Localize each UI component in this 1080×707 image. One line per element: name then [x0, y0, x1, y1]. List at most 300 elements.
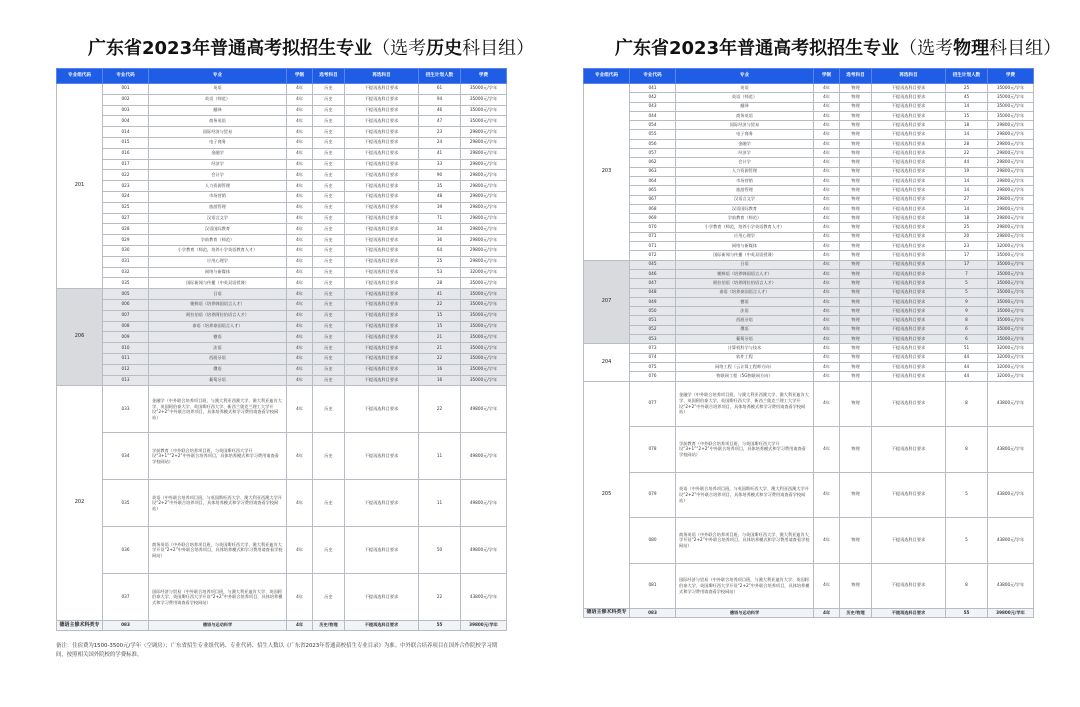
- major-code-cell: 069: [630, 214, 676, 223]
- table-row: [584, 609, 1034, 618]
- quota-cell: 8: [946, 381, 988, 427]
- elective-cell: 不提再选科目要求: [872, 130, 946, 139]
- major-name-cell: 电子商务: [676, 130, 814, 139]
- column-header: 招生计划人数: [946, 69, 988, 84]
- table-row: [584, 84, 1034, 93]
- quota-cell: 64: [419, 245, 461, 256]
- quota-cell: 15: [946, 111, 988, 120]
- tuition-cell: 35000元/学年: [461, 84, 507, 95]
- column-header: 专业组代码: [584, 69, 630, 84]
- subject-cell: 历史: [313, 353, 345, 364]
- quota-cell: 22: [419, 353, 461, 364]
- major-name-cell: 商务英语: [676, 111, 814, 120]
- quota-cell: 15: [419, 321, 461, 332]
- major-code-cell: 067: [630, 195, 676, 204]
- column-header: 再选科目: [872, 69, 946, 84]
- tuition-cell: 35000元/学年: [461, 332, 507, 343]
- quota-cell: 17: [946, 260, 988, 269]
- subject-cell: 物理: [840, 325, 872, 334]
- table-row: [584, 204, 1034, 213]
- left-footnote: 备注：住宿费为1500-3500元/学年（空调房）；广东省招生专业组代码、专业代码、招生人数以《广东省2023年普通高校招生专业目录》为准。中外联合培养项目在国外合作院校学习期间，按照相关国外院校的学费标准。: [56, 643, 498, 658]
- elective-cell: 不提再选科目要求: [872, 372, 946, 381]
- major-code-cell: 025: [103, 202, 149, 213]
- table-row: [584, 269, 1034, 278]
- major-code-cell: 064: [630, 176, 676, 185]
- table-row: [57, 245, 507, 256]
- duration-cell: 4年: [287, 148, 313, 159]
- tuition-cell: 29800元/学年: [461, 127, 507, 138]
- elective-cell: 不提再选科目要求: [872, 427, 946, 473]
- quota-cell: 25: [946, 223, 988, 232]
- duration-cell: 4年: [287, 353, 313, 364]
- elective-cell: 不提再选科目要求: [872, 563, 946, 609]
- quota-cell: 8: [946, 563, 988, 609]
- duration-cell: 4年: [814, 158, 840, 167]
- elective-cell: 不提再选科目要求: [345, 299, 419, 310]
- subject-cell: 历史: [313, 181, 345, 192]
- subject-cell: 物理: [840, 223, 872, 232]
- major-name-cell: 经济学: [149, 159, 287, 170]
- subject-cell: 物理: [840, 232, 872, 241]
- major-name-cell: 网络与新媒体: [149, 267, 287, 278]
- subject-cell: 物理: [840, 260, 872, 269]
- table-row: [57, 278, 507, 289]
- major-name-cell: 汉语言文学: [149, 213, 287, 224]
- quota-cell: 44: [946, 372, 988, 381]
- major-name-cell: 日语: [676, 260, 814, 269]
- major-code-cell: 028: [103, 224, 149, 235]
- elective-cell: 不提再选科目要求: [872, 335, 946, 344]
- major-name-cell: 国际经济与贸易: [676, 121, 814, 130]
- duration-cell: 4年: [814, 288, 840, 297]
- major-name-cell: 英语: [149, 84, 287, 95]
- tuition-cell: 35000元/学年: [988, 84, 1034, 93]
- group-code-cell: 203: [584, 84, 630, 261]
- major-code-cell: 043: [630, 102, 676, 111]
- quota-cell: 7: [946, 269, 988, 278]
- subject-cell: 物理: [840, 195, 872, 204]
- major-name-cell: 学前教育（中外联合培养项目班，与英国斯旺西大学开设“3+1”“2+2”中外联合培养项目，具体培养模式和学习费用请查看学校网站）: [676, 427, 814, 473]
- elective-cell: 不提再选科目要求: [872, 93, 946, 102]
- major-name-cell: 应用心理学: [676, 232, 814, 241]
- group-code-cell: 207: [584, 260, 630, 344]
- quota-cell: 5: [946, 279, 988, 288]
- major-name-cell: 网络与新媒体: [676, 242, 814, 251]
- subject-cell: 历史: [313, 235, 345, 246]
- duration-cell: 4年: [814, 372, 840, 381]
- quota-cell: 25: [946, 84, 988, 93]
- major-name-cell: 德语: [676, 297, 814, 306]
- quota-cell: 44: [946, 353, 988, 362]
- major-code-cell: 015: [103, 137, 149, 148]
- table-row: [57, 84, 507, 95]
- quota-cell: 8: [946, 427, 988, 473]
- subject-cell: 物理: [840, 204, 872, 213]
- quota-cell: 35: [419, 181, 461, 192]
- elective-cell: 不提再选科目要求: [345, 170, 419, 181]
- elective-cell: 不提再选科目要求: [872, 186, 946, 195]
- quota-cell: 28: [419, 278, 461, 289]
- major-code-cell: 072: [630, 251, 676, 260]
- duration-cell: 4年: [814, 353, 840, 362]
- duration-cell: 4年: [814, 307, 840, 316]
- subject-cell: 物理: [840, 316, 872, 325]
- duration-cell: 4年: [814, 195, 840, 204]
- quota-cell: 22: [946, 149, 988, 158]
- table-row: [584, 93, 1034, 102]
- elective-cell: 不提再选科目要求: [345, 353, 419, 364]
- table-row: [584, 121, 1034, 130]
- elective-cell: 不提再选科目要求: [345, 202, 419, 213]
- duration-cell: 4年: [287, 278, 313, 289]
- major-code-cell: 083: [630, 609, 676, 618]
- elective-cell: 不提再选科目要求: [872, 288, 946, 297]
- major-code-cell: 012: [103, 364, 149, 375]
- duration-cell: 4年: [814, 232, 840, 241]
- table-row: [57, 213, 507, 224]
- table-row: [584, 149, 1034, 158]
- subject-cell: 物理: [840, 362, 872, 371]
- elective-cell: 不提再选科目要求: [345, 527, 419, 574]
- major-name-cell: 英语（师范）: [149, 94, 287, 105]
- table-row: [57, 321, 507, 332]
- quota-cell: 71: [419, 213, 461, 224]
- quota-cell: 28: [946, 139, 988, 148]
- quota-cell: 21: [419, 343, 461, 354]
- column-header: 学费: [461, 69, 507, 84]
- elective-cell: 不提再选科目要求: [872, 362, 946, 371]
- table-row: [57, 527, 507, 574]
- major-name-cell: 旅游管理: [676, 186, 814, 195]
- tuition-cell: 35000元/学年: [988, 251, 1034, 260]
- subject-cell: 历史: [313, 170, 345, 181]
- major-code-cell: 044: [630, 111, 676, 120]
- quota-cell: 5: [946, 518, 988, 564]
- duration-cell: 4年: [814, 111, 840, 120]
- quota-cell: 18: [946, 121, 988, 130]
- elective-cell: 不提再选科目要求: [345, 267, 419, 278]
- tuition-cell: 39800元/学年: [461, 621, 507, 631]
- major-name-cell: 英语: [676, 84, 814, 93]
- group-code-cell: 202: [57, 386, 103, 621]
- elective-cell: 不提再选科目要求: [872, 176, 946, 185]
- quota-cell: 33: [419, 159, 461, 170]
- major-name-cell: 会计学: [676, 158, 814, 167]
- major-name-cell: 人力资源管理: [676, 167, 814, 176]
- elective-cell: 不提再选科目要求: [872, 472, 946, 518]
- table-row: [584, 372, 1034, 381]
- table-row: [57, 364, 507, 375]
- elective-cell: 不提再选科目要求: [345, 433, 419, 480]
- subject-cell: 历史: [313, 159, 345, 170]
- table-row: [584, 325, 1034, 334]
- major-name-cell: 英语（师范）: [676, 93, 814, 102]
- elective-cell: 不提再选科目要求: [345, 137, 419, 148]
- elective-cell: 不提再选科目要求: [872, 214, 946, 223]
- duration-cell: 4年: [287, 267, 313, 278]
- quota-cell: 44: [946, 362, 988, 371]
- subject-cell: 历史: [313, 213, 345, 224]
- elective-cell: 不提再选科目要求: [345, 127, 419, 138]
- elective-cell: 不提再选科目要求: [872, 316, 946, 325]
- quota-cell: 16: [419, 375, 461, 386]
- major-name-cell: 学前教育（师范）: [149, 235, 287, 246]
- duration-cell: 4年: [287, 84, 313, 95]
- elective-cell: 不提再选科目要求: [872, 102, 946, 111]
- elective-cell: 不提再选科目要求: [872, 149, 946, 158]
- tuition-cell: 43800元/学年: [461, 574, 507, 621]
- major-code-cell: 008: [103, 321, 149, 332]
- duration-cell: 4年: [814, 297, 840, 306]
- quota-cell: 41: [419, 148, 461, 159]
- major-code-cell: 032: [103, 267, 149, 278]
- elective-cell: 不提再选科目要求: [345, 386, 419, 433]
- duration-cell: 4年: [814, 93, 840, 102]
- table-row: [584, 130, 1034, 139]
- elective-cell: 不提再选科目要求: [872, 353, 946, 362]
- subject-cell: 历史: [313, 375, 345, 386]
- tuition-cell: 32000元/学年: [988, 362, 1034, 371]
- duration-cell: 4年: [287, 170, 313, 181]
- table-row: [57, 375, 507, 386]
- tuition-cell: 49800元/学年: [461, 527, 507, 574]
- quota-cell: 19: [946, 167, 988, 176]
- elective-cell: 不提再选科目要求: [872, 260, 946, 269]
- quota-cell: 21: [419, 332, 461, 343]
- tuition-cell: 29800元/学年: [461, 137, 507, 148]
- elective-cell: 不提再选科目要求: [345, 321, 419, 332]
- major-name-cell: 金融学（中外联合培养项目班，与澳大利亚西澳大学、澳大利亚迪肯大学、英国阿伯泰大学、英国斯旺西大学、新西兰奥克兰理工大学开设“2+2”中外联合培养项目，具体培养模式和学习费用请查看学校网站）: [149, 386, 287, 433]
- duration-cell: 4年: [287, 137, 313, 148]
- quota-cell: 5: [946, 472, 988, 518]
- major-code-cell: 056: [630, 139, 676, 148]
- elective-cell: 不提再选科目要求: [345, 148, 419, 159]
- quota-cell: 11: [419, 433, 461, 480]
- major-code-cell: 016: [103, 148, 149, 159]
- column-header: 招生计划人数: [419, 69, 461, 84]
- elective-cell: 不提再选科目要求: [345, 343, 419, 354]
- major-code-cell: 045: [630, 260, 676, 269]
- subject-cell: 物理: [840, 288, 872, 297]
- major-code-cell: 037: [103, 574, 149, 621]
- table-row: [584, 251, 1034, 260]
- table-row: [584, 362, 1034, 371]
- right-title-subject: 物理: [953, 38, 990, 59]
- elective-cell: 不提再选科目要求: [872, 344, 946, 353]
- quota-cell: 46: [419, 105, 461, 116]
- table-row: [584, 381, 1034, 427]
- quota-cell: 45: [946, 93, 988, 102]
- duration-cell: 4年: [814, 563, 840, 609]
- major-code-cell: 017: [103, 159, 149, 170]
- major-name-cell: 市场营销: [149, 191, 287, 202]
- subject-cell: 物理: [840, 121, 872, 130]
- elective-cell: 不提再选科目要求: [872, 139, 946, 148]
- major-name-cell: 阿拉伯语（培养阿拉伯语言人才）: [149, 310, 287, 321]
- group-code-cell: 206: [57, 289, 103, 386]
- elective-cell: 不提再选科目要求: [872, 251, 946, 260]
- duration-cell: 4年: [814, 427, 840, 473]
- major-code-cell: 024: [103, 191, 149, 202]
- tuition-cell: 49800元/学年: [461, 386, 507, 433]
- elective-cell: 不提再选科目要求: [345, 332, 419, 343]
- tuition-cell: 35000元/学年: [461, 343, 507, 354]
- right-title-paren-close: 科目组）: [989, 38, 1062, 59]
- table-row: [57, 267, 507, 278]
- quota-cell: 14: [946, 186, 988, 195]
- subject-cell: 物理: [840, 563, 872, 609]
- left-admissions-table: [56, 68, 507, 631]
- tuition-cell: 29800元/学年: [461, 245, 507, 256]
- table-row: [584, 279, 1034, 288]
- tuition-cell: 29800元/学年: [461, 170, 507, 181]
- major-name-cell: 英语（中外联合培养项目班，与英国斯旺西大学、澳大利亚西澳大学开设“2+2”中外联合培养项目，具体培养模式和学习费用请查看学校网站）: [676, 472, 814, 518]
- subject-cell: 历史: [313, 267, 345, 278]
- tuition-cell: 35000元/学年: [988, 307, 1034, 316]
- table-row: [57, 332, 507, 343]
- duration-cell: 4年: [814, 223, 840, 232]
- major-code-cell: 048: [630, 288, 676, 297]
- major-code-cell: 027: [103, 213, 149, 224]
- duration-cell: 4年: [287, 116, 313, 127]
- tuition-cell: 35000元/学年: [988, 269, 1034, 278]
- tuition-cell: 35000元/学年: [988, 279, 1034, 288]
- table-row: [584, 167, 1034, 176]
- quota-cell: 51: [946, 344, 988, 353]
- quota-cell: 14: [946, 130, 988, 139]
- major-name-cell: 经济学: [676, 149, 814, 158]
- elective-cell: 不提再选科目要求: [345, 256, 419, 267]
- major-code-cell: 047: [630, 279, 676, 288]
- major-name-cell: 汉语国际教育: [676, 204, 814, 213]
- elective-cell: 不提再选科目要求: [872, 279, 946, 288]
- duration-cell: 4年: [287, 621, 313, 631]
- subject-cell: 历史: [313, 278, 345, 289]
- elective-cell: 不提再选科目要求: [872, 242, 946, 251]
- table-row: [584, 214, 1034, 223]
- subject-cell: 历史: [313, 527, 345, 574]
- duration-cell: 4年: [287, 191, 313, 202]
- duration-cell: 4年: [814, 260, 840, 269]
- quota-cell: 90: [419, 170, 461, 181]
- quota-cell: 23: [419, 127, 461, 138]
- column-header: 专业代码: [103, 69, 149, 84]
- major-name-cell: 学前教育（中外联合培养项目班，与英国斯旺西大学开设“3+1”“2+2”中外联合培养项目，具体培养模式和学习费用请查看学校网站）: [149, 433, 287, 480]
- major-name-cell: 人力资源管理: [149, 181, 287, 192]
- tuition-cell: 35000元/学年: [461, 364, 507, 375]
- duration-cell: 4年: [814, 362, 840, 371]
- column-header: 专业组代码: [57, 69, 103, 84]
- subject-cell: 物理: [840, 372, 872, 381]
- group-code-cell: 德语主修术科类专: [584, 609, 630, 618]
- major-name-cell: 计算机科学与技术: [676, 344, 814, 353]
- major-code-cell: 014: [103, 127, 149, 138]
- major-name-cell: 应用心理学: [149, 256, 287, 267]
- tuition-cell: 29800元/学年: [988, 149, 1034, 158]
- duration-cell: 4年: [287, 159, 313, 170]
- right-title: [615, 34, 1061, 60]
- table-row: [57, 299, 507, 310]
- duration-cell: 4年: [287, 289, 313, 300]
- major-name-cell: 金融学（中外联合培养项目班，与澳大利亚西澳大学、澳大利亚迪肯大学、英国阿伯泰大学、英国斯旺西大学、新西兰奥克兰理工大学开设“2+2”中外联合培养项目，具体培养模式和学习费用请查看学校网站）: [676, 381, 814, 427]
- table-row: [57, 621, 507, 631]
- left-title-paren-open: （选考: [372, 38, 427, 59]
- elective-cell: 不提再选科目要求: [872, 223, 946, 232]
- tuition-cell: 49800元/学年: [461, 480, 507, 527]
- table-row: [584, 335, 1034, 344]
- major-name-cell: 葡萄牙语: [676, 335, 814, 344]
- duration-cell: 4年: [287, 321, 313, 332]
- duration-cell: 4年: [287, 105, 313, 116]
- duration-cell: 4年: [287, 574, 313, 621]
- elective-cell: 不提再选科目要求: [872, 518, 946, 564]
- major-name-cell: 德语与运动科学: [149, 621, 287, 631]
- tuition-cell: 29800元/学年: [988, 223, 1034, 232]
- major-code-cell: 057: [630, 149, 676, 158]
- duration-cell: 4年: [814, 102, 840, 111]
- duration-cell: 4年: [814, 609, 840, 618]
- duration-cell: 4年: [814, 121, 840, 130]
- table-row: [57, 386, 507, 433]
- subject-cell: 历史: [313, 433, 345, 480]
- tuition-cell: 29800元/学年: [988, 139, 1034, 148]
- tuition-cell: 35000元/学年: [461, 289, 507, 300]
- subject-cell: 历史: [313, 299, 345, 310]
- table-row: [57, 433, 507, 480]
- subject-cell: 物理: [840, 93, 872, 102]
- table-row: [584, 344, 1034, 353]
- quota-cell: 36: [419, 235, 461, 246]
- elective-cell: 不提再选科目要求: [872, 297, 946, 306]
- duration-cell: 4年: [287, 181, 313, 192]
- quota-cell: 20: [946, 232, 988, 241]
- duration-cell: 4年: [814, 84, 840, 93]
- table-row: [584, 223, 1034, 232]
- table-row: [584, 139, 1034, 148]
- table-row: [584, 297, 1034, 306]
- duration-cell: 4年: [814, 186, 840, 195]
- tuition-cell: 35000元/学年: [461, 94, 507, 105]
- table-row: [57, 127, 507, 138]
- tuition-cell: 29800元/学年: [461, 202, 507, 213]
- major-name-cell: 金融学: [149, 148, 287, 159]
- major-name-cell: 英语（中外联合培养项目班，与英国斯旺西大学、澳大利亚西澳大学开设“2+2”中外联合培养项目，具体培养模式和学习费用请查看学校网站）: [149, 480, 287, 527]
- major-name-cell: 阿拉伯语（培养阿拉伯语言人才）: [676, 279, 814, 288]
- subject-cell: 历史: [313, 480, 345, 527]
- major-code-cell: 002: [103, 94, 149, 105]
- quota-cell: 16: [419, 364, 461, 375]
- major-name-cell: 泰语（培养泰国语言人才）: [676, 288, 814, 297]
- table-row: [57, 235, 507, 246]
- subject-cell: 物理: [840, 472, 872, 518]
- major-code-cell: 009: [103, 332, 149, 343]
- duration-cell: 4年: [287, 127, 313, 138]
- subject-cell: 历史: [313, 202, 345, 213]
- major-code-cell: 007: [103, 310, 149, 321]
- subject-cell: 历史/物理: [840, 609, 872, 618]
- quota-cell: 41: [419, 289, 461, 300]
- duration-cell: 4年: [814, 242, 840, 251]
- major-name-cell: 小学教育（师范，培养小学英语教育人才）: [676, 223, 814, 232]
- major-code-cell: 010: [103, 343, 149, 354]
- subject-cell: 历史: [313, 343, 345, 354]
- tuition-cell: 29800元/学年: [988, 195, 1034, 204]
- column-header: 专业: [149, 69, 287, 84]
- table-row: [57, 256, 507, 267]
- tuition-cell: 29800元/学年: [461, 256, 507, 267]
- table-row: [584, 563, 1034, 609]
- major-code-cell: 077: [630, 381, 676, 427]
